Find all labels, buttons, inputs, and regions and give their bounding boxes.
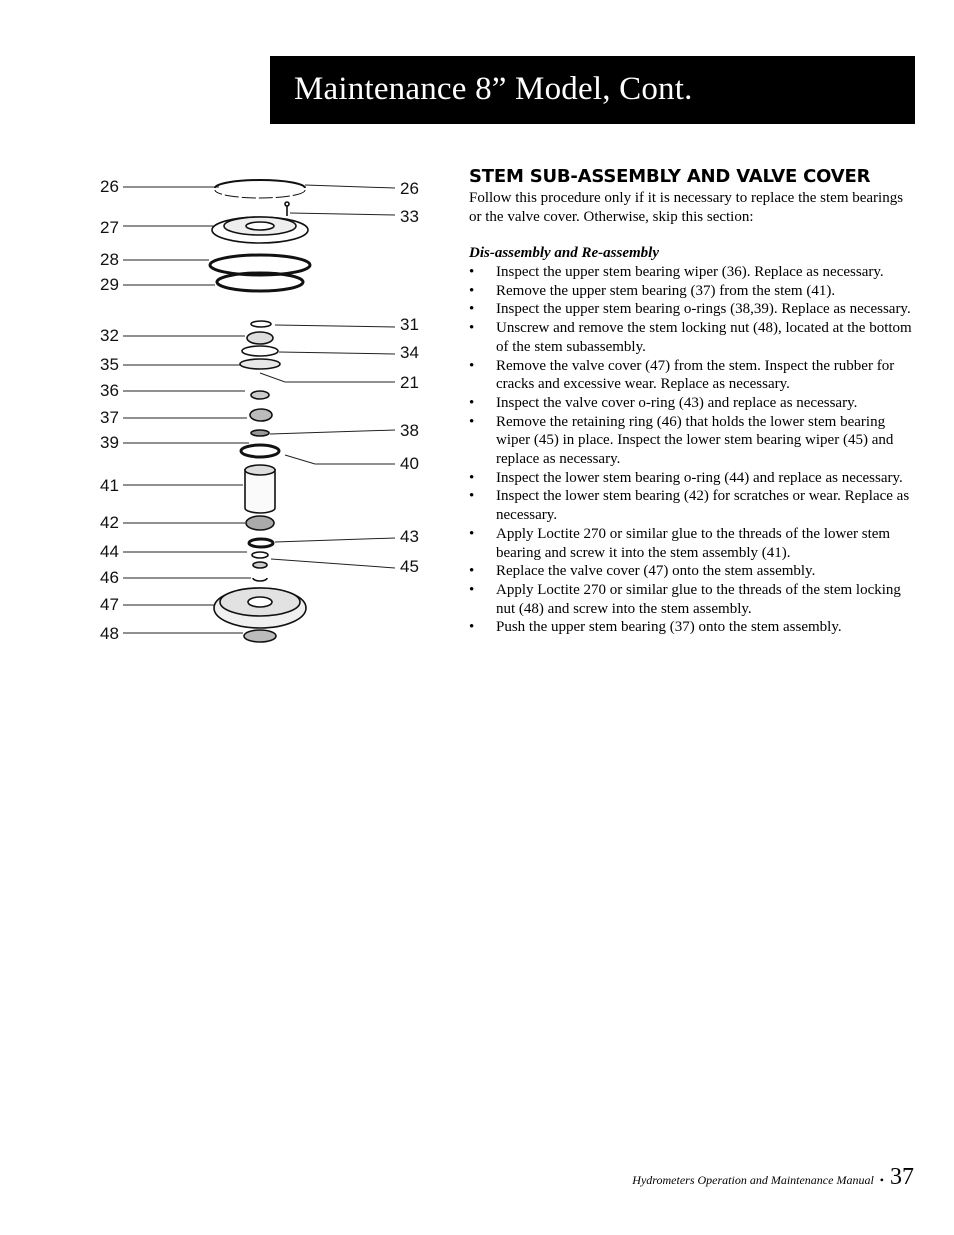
step-text: Inspect the upper stem bearing o-rings (38,39). Replace as necessary. — [496, 301, 911, 318]
procedure-section — [469, 165, 919, 637]
title-banner — [270, 56, 915, 124]
bullet: • — [469, 394, 475, 411]
bullet: • — [469, 301, 475, 318]
bullet: • — [469, 469, 475, 486]
list-item — [469, 469, 919, 488]
callout-left-9: 39 — [100, 433, 119, 452]
intro-paragraph: Follow this procedure only if it is necessary to replace the stem bearings or the valve cover. Otherwise, skip this section: — [469, 190, 904, 225]
exploded-parts-diagram — [95, 168, 440, 658]
page-number: 37 — [890, 1164, 914, 1190]
bullet: • — [469, 563, 475, 580]
list-item — [469, 562, 919, 581]
bullet: • — [469, 320, 475, 337]
bullet: • — [469, 357, 475, 374]
step-text: Apply Loctite 270 or similar glue to the threads of the stem locking nut (48) and screw into the stem assembly. — [496, 581, 901, 617]
step-text: Remove the valve cover (47) from the stem. Inspect the rubber for cracks and excessive wear. Replace as necessary. — [496, 357, 895, 393]
callout-left-11: 42 — [100, 513, 119, 532]
callout-right-7: 40 — [400, 454, 419, 473]
list-item — [469, 263, 919, 282]
callout-left-7: 36 — [100, 381, 119, 400]
bullet: • — [469, 488, 475, 505]
callout-left-15: 48 — [100, 624, 119, 643]
list-item — [469, 581, 919, 618]
callout-right-4: 34 — [400, 343, 419, 362]
list-item — [469, 282, 919, 301]
bullet: • — [469, 619, 475, 636]
list-item — [469, 357, 919, 394]
step-text: Apply Loctite 270 or similar glue to the threads of the lower stem bearing and screw it into the stem assembly (41). — [496, 525, 891, 561]
list-item — [469, 394, 919, 413]
procedure-subheading: Dis-assembly and Re-assembly — [469, 245, 659, 261]
callout-left-3: 28 — [100, 250, 119, 269]
step-text: Replace the valve cover (47) onto the stem assembly. — [496, 563, 816, 580]
step-text: Inspect the upper stem bearing wiper (36). Replace as necessary. — [496, 264, 884, 280]
page-title: Maintenance 8” Model, Cont. — [294, 71, 693, 107]
callout-left-4: 29 — [100, 275, 119, 294]
list-item — [469, 487, 919, 524]
list-item — [469, 300, 919, 319]
bullet: • — [469, 581, 475, 598]
bullet: • — [469, 264, 475, 280]
page-footer — [632, 1164, 914, 1191]
list-item — [469, 525, 919, 562]
callout-left-13: 46 — [100, 568, 119, 587]
step-text: Remove the upper stem bearing (37) from the stem (41). — [496, 282, 836, 299]
callout-left-8: 37 — [100, 408, 119, 427]
callout-left-14: 47 — [100, 595, 119, 614]
step-text: Unscrew and remove the stem locking nut (48), located at the bottom of the stem subassembly. — [496, 320, 912, 355]
callout-right-9: 45 — [400, 557, 419, 576]
callout-left-5: 32 — [100, 326, 119, 345]
callout-right-1: 26 — [400, 179, 419, 198]
callout-right-5: 21 — [400, 373, 419, 392]
callout-right-2: 33 — [400, 207, 419, 226]
step-text: Remove the retaining ring (46) that holds the lower stem bearing wiper (45) in place. Inspect the lower stem bearing wiper (45) and replace as necessary. — [496, 413, 894, 468]
bullet: • — [469, 413, 475, 430]
callout-left-2: 27 — [100, 218, 119, 237]
step-text: Inspect the lower stem bearing o-ring (44) and replace as necessary. — [496, 469, 903, 486]
section-heading: STEM SUB-ASSEMBLY AND VALVE COVER — [469, 166, 871, 187]
list-item — [469, 319, 919, 356]
step-text: Inspect the valve cover o-ring (43) and replace as necessary. — [496, 394, 858, 411]
list-item — [469, 413, 919, 469]
step-text: Push the upper stem bearing (37) onto the stem assembly. — [496, 619, 842, 636]
bullet: • — [469, 525, 475, 542]
callout-left-10: 41 — [100, 476, 119, 495]
callout-right-8: 43 — [400, 527, 419, 546]
callout-left-6: 35 — [100, 355, 119, 374]
procedure-steps — [469, 263, 919, 637]
callout-right-6: 38 — [400, 421, 419, 440]
manual-title: Hydrometers Operation and Maintenance Manual — [632, 1173, 874, 1187]
callout-left-12: 44 — [100, 542, 119, 561]
callout-right-3: 31 — [400, 315, 419, 334]
footer-separator: • — [879, 1173, 884, 1187]
exploded-view-drawing — [95, 168, 440, 658]
step-text: Inspect the lower stem bearing (42) for scratches or wear. Replace as necessary. — [496, 488, 910, 524]
callout-left-1: 26 — [100, 177, 119, 196]
bullet: • — [469, 282, 475, 299]
list-item — [469, 618, 919, 637]
